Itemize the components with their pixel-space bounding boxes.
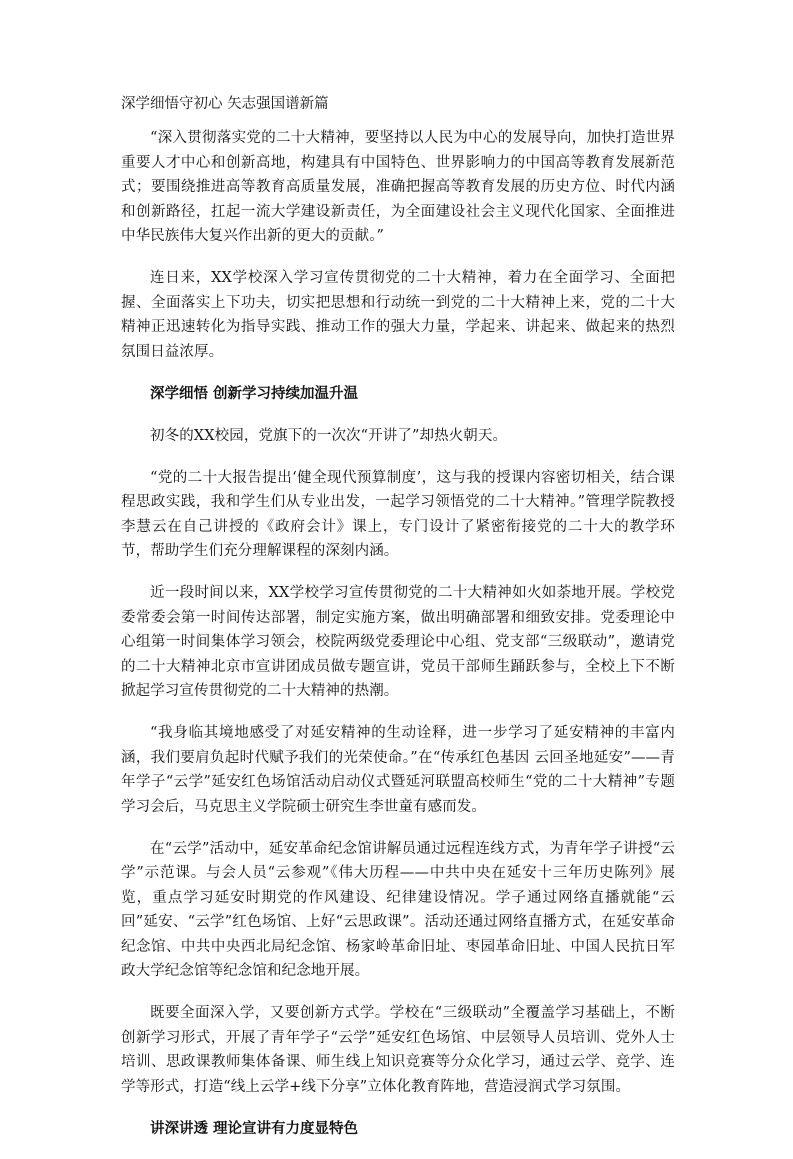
paragraph: 连日来，XX学校深入学习宣传贯彻党的二十大精神，着力在全面学习、全面把握、全面落实上下功夫，切实把思想和行动统一到党的二十大精神上来，党的二十大精神正迅速转化为指导实践、推动工作的强大力量，学起来、讲起来、做起来的热烈氛围日益浓厚。 (121, 270, 675, 360)
paragraph: “党的二十大报告提出‘健全现代预算制度’，这与我的授课内容密切相关，结合课程思政实践，我和学生们从专业出发，一起学习领悟党的二十大精神。”管理学院教授李慧云在自己讲授的《政府会计》课上，专门设计了紧密衔接党的二十大的教学环节，帮助学生们充分理解课程的深刻内涵。 (121, 469, 675, 559)
document-title: 深学细悟守初心 矢志强国谱新篇 (121, 96, 329, 112)
paragraph: 既要全面深入学，又要创新方式学。学校在“三级联动”全覆盖学习基础上，不断创新学习形式，开展了青年学子“云学”延安红色场馆、中层领导人员培训、党外人士培训、思政课教师集体备课、师生线上知识竞赛等分众化学习，通过云学、竞学、连学等形式，打造“线上云学+线下分享”立体化教育阵地，营造浸润式学习氛围。 (121, 1005, 675, 1095)
paragraph: 在“云学”活动中，延安革命纪念馆讲解员通过远程连线方式，为青年学子讲授“云学”示范课。与会人员“云参观”《伟大历程——中共中央在延安十三年历史陈列》展览，重点学习延安时期党的作风建设、纪律建设情况。学子通过网络直播就能“云回”延安、“云学”红色场馆、上好“云思政课”。活动还通过网络直播方式，在延安革命纪念馆、中共中央西北局纪念馆、杨家岭革命旧址、枣园革命旧址、中国人民抗日军政大学纪念馆等纪念馆和纪念地开展。 (121, 840, 675, 979)
section-heading: 讲深讲透 理论宣讲有力度显特色 (150, 1119, 359, 1137)
section-heading: 深学细悟 创新学习持续加温升温 (150, 384, 359, 402)
paragraph: 初冬的XX校园，党旗下的一次次“开讲了”却热火朝天。 (150, 427, 508, 444)
paragraph: 近一段时间以来，XX学校学习宣传贯彻党的二十大精神如火如荼地开展。学校党委常委会第一时间传达部署，制定实施方案，做出明确部署和细致安排。党委理论中心组第一时间集体学习领会，校院两级党委理论中心组、党支部“三级联动”，邀请党的二十大精神北京市宣讲团成员做专题宣讲，党员干部师生踊跃参与，全校上下不断掀起学习宣传贯彻党的二十大精神的热潮。 (121, 585, 675, 699)
paragraph: “我身临其境地感受了对延安精神的生动诠释，进一步学习了延安精神的丰富内涵，我们要肩负起时代赋予我们的光荣使命。”在“传承红色基因 云回圣地延安”——青年学子“云学”延安红色场馆活动启动仪式暨延河联盟高校师生“党的二十大精神”专题学习会后，马克思主义学院硕士研究生李世童有感而发。 (121, 725, 675, 815)
document-body (121, 126, 675, 1159)
paragraph: “深入贯彻落实党的二十大精神，要坚持以人民为中心的发展导向，加快打造世界重要人才中心和创新高地，构建具有中国特色、世界影响力的中国高等教育发展新范式；要围绕推进高等教育高质量发展，准确把握高等教育发展的历史方位、时代内涵和创新路径，扛起一流大学建设新责任，为全面建设社会主义现代化国家、全面推进中华民族伟大复兴作出新的更大的贡献。” (121, 130, 675, 244)
